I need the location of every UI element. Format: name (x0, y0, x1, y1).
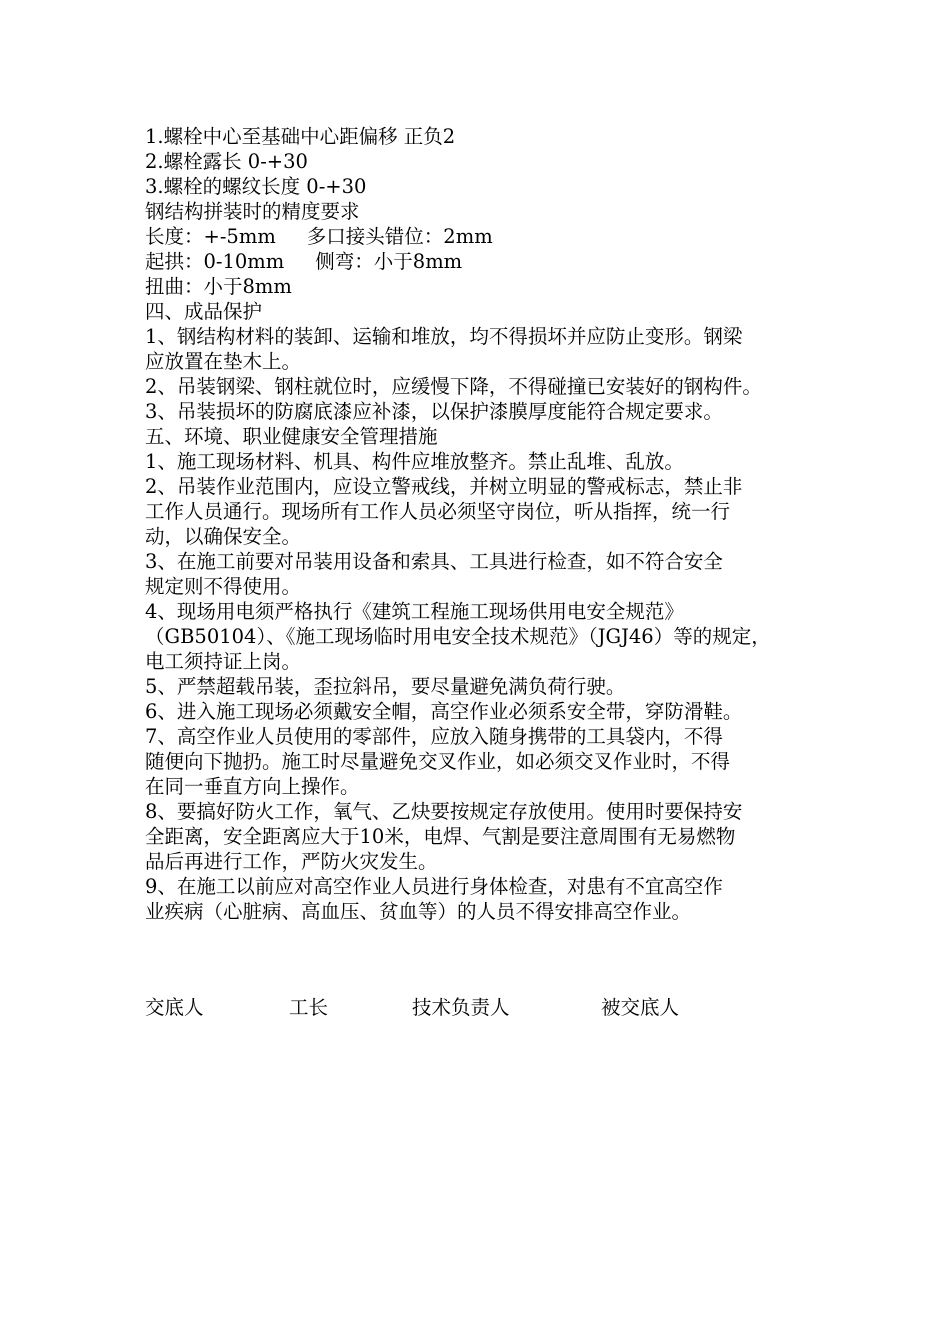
text-line: 钢结构拼装时的精度要求 (145, 200, 360, 223)
text-line: 长度：+-5mm 多口接头错位：2mm (145, 225, 493, 248)
text-line: 1.螺栓中心至基础中心距偏移 正负2 (145, 125, 456, 148)
text-line: 3、吊装损坏的防腐底漆应补漆，以保护漆膜厚度能符合规定要求。 (145, 400, 723, 423)
signature-label-foreman: 工长 (289, 996, 329, 1019)
text-line: 3.螺栓的螺纹长度 0-+30 (145, 175, 367, 198)
text-line: 在同一垂直方向上操作。 (145, 775, 360, 798)
signature-label-disclosure-giver: 交底人 (145, 996, 204, 1019)
document-body (145, 124, 815, 924)
text-line: 扭曲：小于8mm (145, 275, 292, 298)
text-line: 四、成品保护 (145, 300, 263, 323)
text-line: 2、吊装钢梁、钢柱就位时，应缓慢下降，不得碰撞已安装好的钢构件。 (145, 375, 762, 398)
text-line: 工作人员通行。现场所有工作人员必须坚守岗位，听从指挥，统一行 (145, 500, 731, 523)
text-line: 规定则不得使用。 (145, 575, 302, 598)
text-line: 1、施工现场材料、机具、构件应堆放整齐。禁止乱堆、乱放。 (145, 450, 684, 473)
text-line: 品后再进行工作，严防火灾发生。 (145, 850, 438, 873)
signature-label-technical-lead: 技术负责人 (412, 996, 510, 1019)
text-line: 9、在施工以前应对高空作业人员进行身体检查，对患有不宜高空作 (145, 875, 723, 898)
text-line: 1、钢结构材料的装卸、运输和堆放，均不得损坏并应防止变形。钢梁 (145, 325, 743, 348)
text-line: 2.螺栓露长 0-+30 (145, 150, 308, 173)
text-line: 动，以确保安全。 (145, 525, 302, 548)
text-line: 3、在施工前要对吊装用设备和索具、工具进行检查，如不符合安全 (145, 550, 723, 573)
text-line: 7、高空作业人员使用的零部件，应放入随身携带的工具袋内，不得 (145, 725, 723, 748)
text-line: 随便向下抛扔。施工时尽量避免交叉作业，如必须交叉作业时，不得 (145, 750, 731, 773)
text-line: （GB50104）、《施工现场临时用电安全技术规范》（JGJ46）等的规定， (145, 625, 771, 648)
text-line: 业疾病（心脏病、高血压、贫血等）的人员不得安排高空作业。 (145, 900, 692, 923)
text-line: 应放置在垫木上。 (145, 350, 302, 373)
text-line: 五、环境、职业健康安全管理措施 (145, 425, 438, 448)
signature-label-disclosure-receiver: 被交底人 (601, 996, 680, 1019)
text-line: 6、进入施工现场必须戴安全帽，高空作业必须系安全带，穿防滑鞋。 (145, 700, 743, 723)
text-line: 2、吊装作业范围内，应设立警戒线，并树立明显的警戒标志，禁止非 (145, 475, 743, 498)
text-line: 起拱：0-10mm 侧弯：小于8mm (145, 250, 463, 273)
text-line: 5、严禁超载吊装，歪拉斜吊，要尽量避免满负荷行驶。 (145, 675, 626, 698)
signature-row (0, 995, 950, 1025)
text-line: 电工须持证上岗。 (145, 650, 302, 673)
text-line: 全距离，安全距离应大于10米，电焊、气割是要注意周围有无易燃物 (145, 825, 736, 848)
text-line: 8、要搞好防火工作，氧气、乙炔要按规定存放使用。使用时要保持安 (145, 800, 743, 823)
text-line: 4、现场用电须严格执行《建筑工程施工现场供用电安全规范》 (145, 600, 684, 623)
